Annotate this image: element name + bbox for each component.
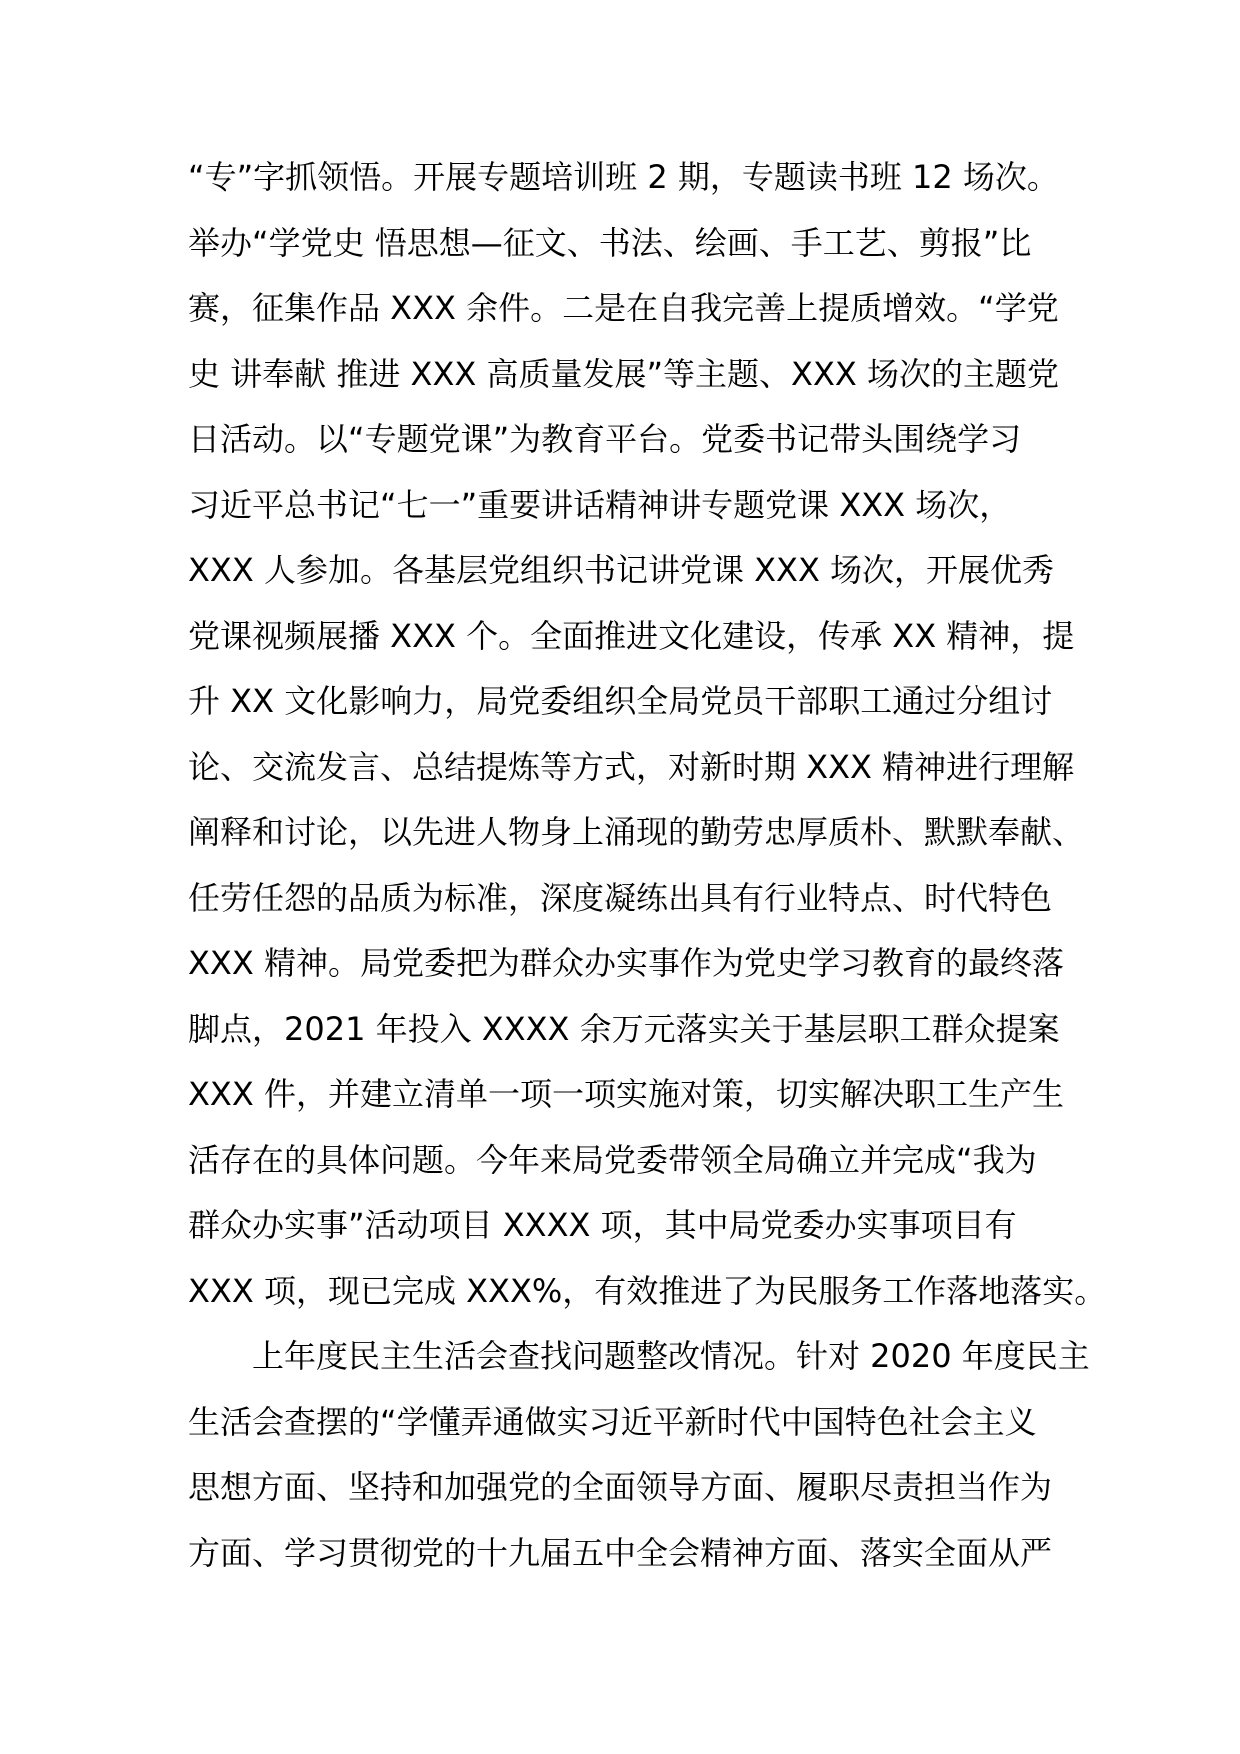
text-line: XXX 件，并建立清单一项一项实施对策，切实解决职工生产生	[188, 1075, 1064, 1113]
paragraph-start-line: 上年度民主生活会查找问题整改情况。针对 2020 年度民主	[252, 1337, 1090, 1375]
text-line: 举办“学党史 悟思想—征文、书法、绘画、手工艺、剪报”比	[188, 223, 1032, 262]
text-line: 习近平总书记“七一”重要讲话精神讲专题党课 XXX 场次，	[188, 485, 1012, 524]
text-line: 史 讲奉献 推进 XXX 高质量发展”等主题、XXX 场次的主题党	[188, 354, 1059, 393]
text-line: XXX 精神。局党委把为群众办实事作为党史学习教育的最终落	[188, 944, 1064, 982]
text-line: XXX 人参加。各基层党组织书记讲党课 XXX 场次，开展优秀	[188, 551, 1055, 589]
text-line: 升 XX 文化影响力，局党委组织全局党员干部职工通过分组讨	[188, 682, 1053, 720]
text-line: 方面、学习贯彻党的十九届五中全会精神方面、落实全面从严	[188, 1533, 1053, 1572]
text-line: XXX 项，现已完成 XXX%，有效推进了为民服务工作落地落实。	[188, 1271, 1107, 1310]
text-line: 脚点，2021 年投入 XXXX 余万元落实关于基层职工群众提案	[188, 1009, 1060, 1048]
text-line: 日活动。以“专题党课”为教育平台。党委书记带头围绕学习	[188, 420, 1022, 458]
text-line: 论、交流发言、总结提炼等方式，对新时期 XXX 精神进行理解	[188, 747, 1075, 786]
text-line: 任劳任怨的品质为标准，深度凝练出具有行业特点、时代特色	[188, 878, 1053, 917]
text-line: 思想方面、坚持和加强党的全面领导方面、履职尽责担当作为	[188, 1468, 1053, 1506]
body-text	[188, 145, 1107, 1586]
text-line: 群众办实事”活动项目 XXXX 项，其中局党委办实事项目有	[188, 1206, 1017, 1244]
text-line: “专”字抓领悟。开展专题培训班 2 期，专题读书班 12 场次。	[188, 158, 1059, 196]
text-line: 党课视频展播 XXX 个。全面推进文化建设，传承 XX 精神，提	[188, 616, 1075, 655]
text-line: 赛，征集作品 XXX 余件。二是在自我完善上提质增效。“学党	[188, 289, 1059, 327]
text-line: 生活会查摆的“学懂弄通做实习近平新时代中国特色社会主义	[188, 1402, 1037, 1441]
text-line: 活存在的具体问题。今年来局党委带领全局确立并完成“我为	[188, 1140, 1037, 1179]
text-line: 阐释和讨论，以先进人物身上涌现的勤劳忠厚质朴、默默奉献、	[188, 813, 1085, 851]
